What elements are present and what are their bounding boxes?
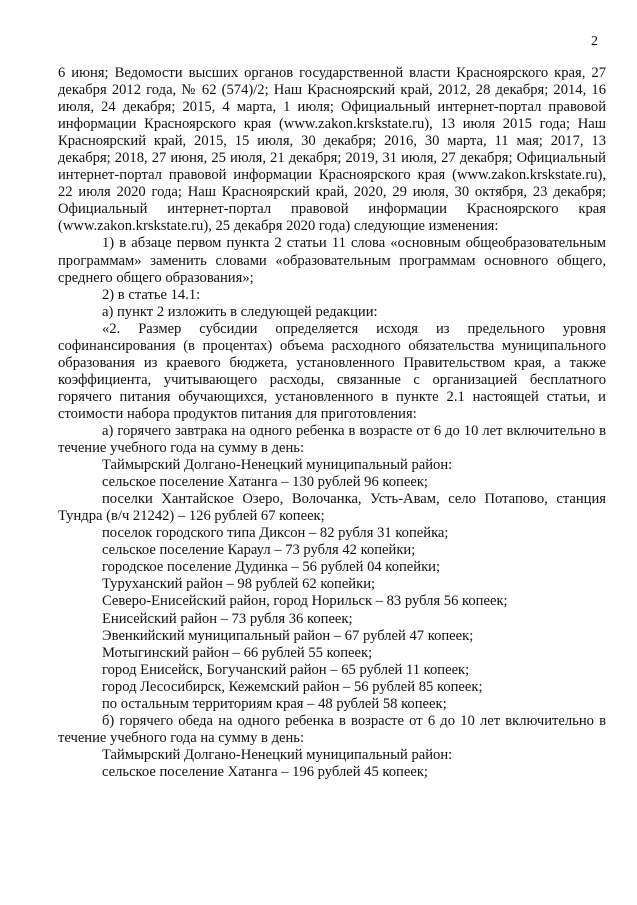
list-item: поселок городского типа Диксон – 82 рубля 31 копейка; bbox=[102, 525, 449, 542]
list-item: Эвенкийский муниципальный район – 67 рублей 47 копеек; bbox=[102, 627, 474, 644]
paragraph-subsidy-size: «2. Размер субсидии определяется исходя из предельного уровня софинансирования (в процентах) объема расходного обязательства муниципального образования из краевого бюджета, установленного Правительством края, а также коэффициента, учитывающего расходы, связанные с организацией бесплатного горячего питания обучающихся, установленного в пункте 2.1 настоящей статьи, и стоимости набора продуктов питания для приготовления: bbox=[58, 320, 606, 422]
list-item: Туруханский район – 98 рублей 62 копейки; bbox=[102, 576, 376, 593]
list-item: городское поселение Дудинка – 56 рублей 04 копейки; bbox=[102, 559, 441, 576]
list-item: город Енисейск, Богучанский район – 65 рублей 11 копеек; bbox=[102, 661, 470, 678]
paragraph-lunch: б) горячего обеда на одного ребенка в возрасте от 6 до 10 лет включительно в течение учебного года на сумму в день: bbox=[58, 712, 606, 746]
list-item: город Лесосибирск, Кежемский район – 56 рублей 85 копеек; bbox=[102, 678, 483, 695]
paragraph-breakfast: а) горячего завтрака на одного ребенка в возрасте от 6 до 10 лет включительно в течение учебного года на сумму в день: bbox=[58, 422, 606, 457]
list-item: Мотыгинский район – 66 рублей 55 копеек; bbox=[102, 644, 373, 661]
list-item: Таймырский Долгано-Ненецкий муниципальный район: bbox=[102, 457, 453, 474]
list-item: Таймырский Долгано-Ненецкий муниципальный район: bbox=[102, 746, 453, 763]
list-item: Енисейский район – 73 рубля 36 копеек; bbox=[102, 610, 353, 627]
paragraph-publication-sources: 6 июня; Ведомости высших органов государственной власти Красноярского края, 27 декабря 2012 года, № 62 (574)/2; Наш Красноярский край, 2012, 28 декабря; 2014, 16 июля, 24 декабря; 2015, 4 марта, 1 июля; Официальный интернет-портал правовой информации Красноярского края (www.zakon.krskstate.ru), 13 июля 2015 года; Наш Красноярский край, 2015, 15 июля, 30 декабря; 2016, 30 марта, 11 мая; 2017, 13 декабря; 2018, 27 июня, 25 июля, 21 декабря; 2019, 31 июля, 27 декабря; Официальный интернет-портал правовой информации Красноярского края (www.zakon.krskstate.ru), 22 июля 2020 года; Наш Красноярский край, 2020, 29 июля, 30 октября, 23 декабря; Официальный интернет-портал правовой информации Красноярского края (www.zakon.krskstate.ru), 25 декабря 2020 года) следующие изменения: bbox=[58, 65, 606, 235]
list-item: сельское поселение Хатанга – 196 рублей 45 копеек; bbox=[102, 763, 428, 780]
paragraph-amendment-1: 1) в абзаце первом пункта 2 статьи 11 слова «основным общеобразовательным программам» заменить словами «образовательным программам основного общего, среднего общего образования»; bbox=[58, 235, 606, 286]
list-item: поселки Хантайское Озеро, Волочанка, Усть-Авам, село Потапово, станция Тундра (в/ч 21242) – 126 рублей 67 копеек; bbox=[58, 491, 606, 525]
list-item: сельское поселение Караул – 73 рубля 42 копейки; bbox=[102, 542, 416, 559]
list-item: Северо-Енисейский район, город Норильск – 83 рубля 56 копеек; bbox=[102, 593, 508, 610]
list-item: сельское поселение Хатанга – 130 рублей 96 копеек; bbox=[102, 474, 428, 491]
list-item: по остальным территориям края – 48 рублей 58 копеек; bbox=[102, 695, 447, 712]
paragraph-subpoint-a: а) пункт 2 изложить в следующей редакции: bbox=[102, 303, 378, 320]
paragraph-amendment-2: 2) в статье 14.1: bbox=[102, 286, 201, 303]
page-number: 2 bbox=[591, 34, 598, 49]
document-body bbox=[58, 65, 606, 781]
